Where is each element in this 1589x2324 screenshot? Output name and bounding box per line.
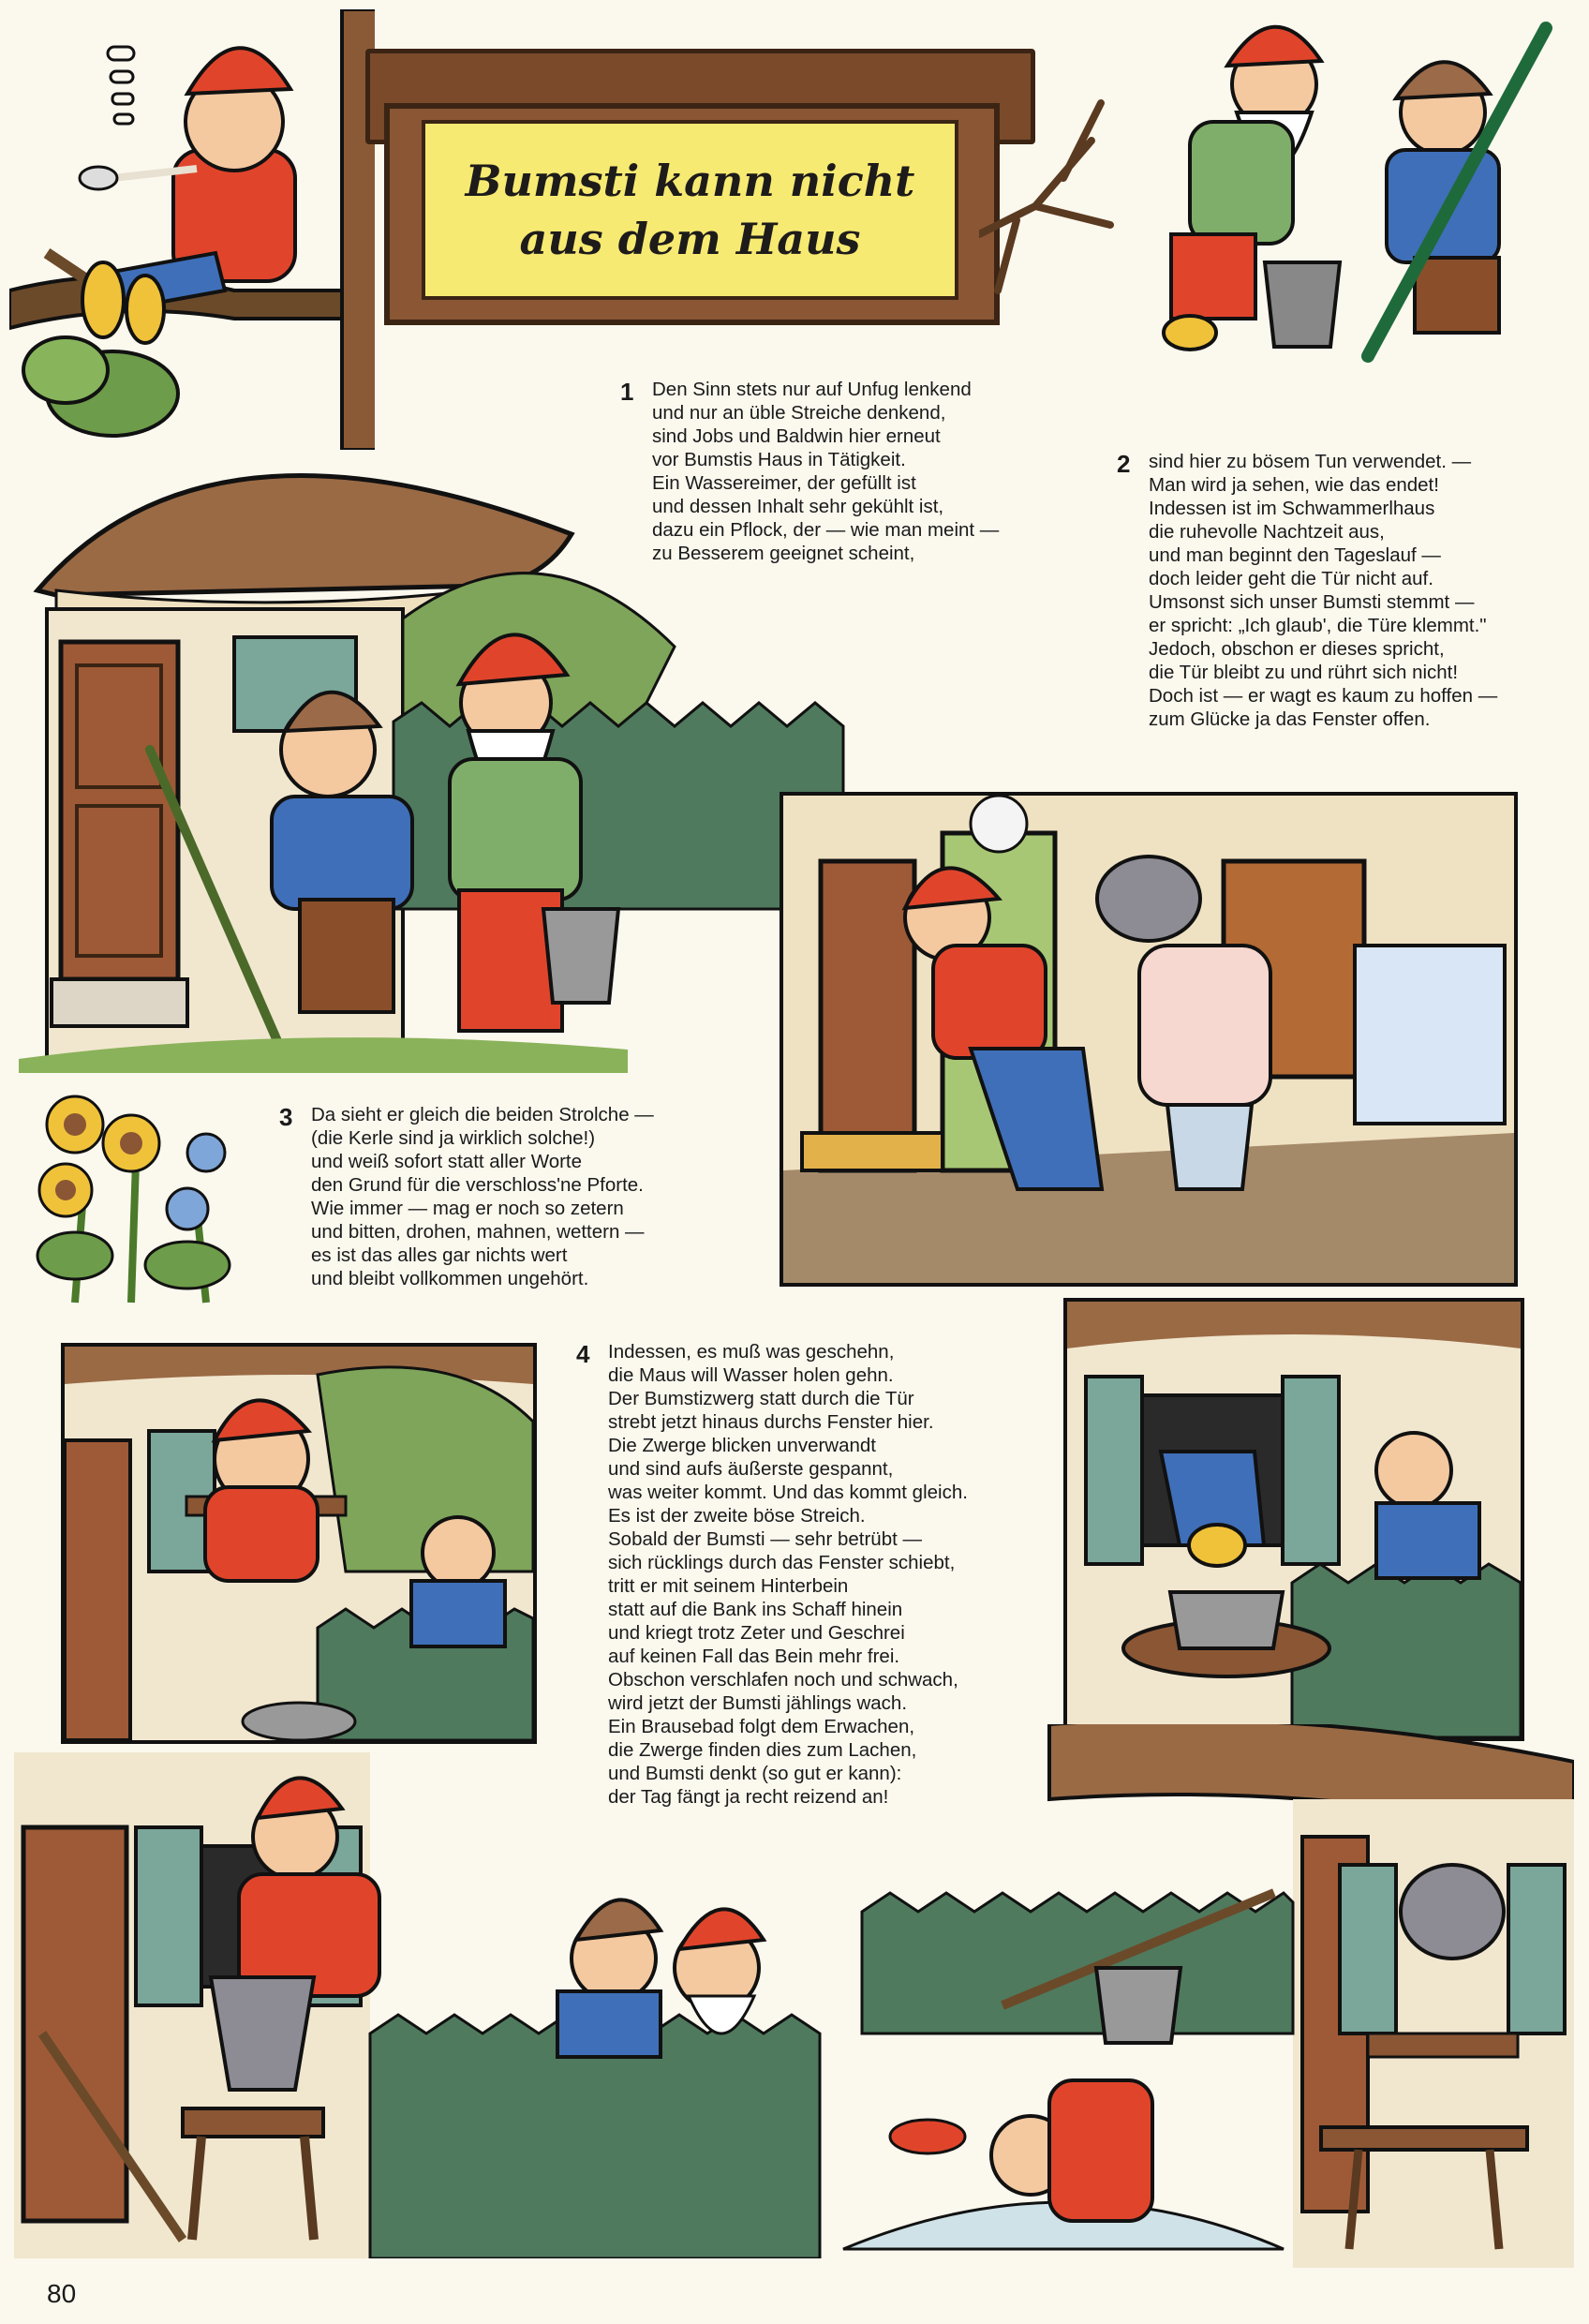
verse-line: Ein Wassereimer, der gefüllt ist [652,472,916,494]
illustration-bumsti-stuck-in-bucket [14,1752,829,2258]
verse-line: die ruhevolle Nachtzeit aus, [1149,521,1385,543]
verse-2 [1117,450,1497,731]
verse-line: Indessen, es muß was geschehn, [608,1341,895,1363]
verse-number: 1 [620,378,634,406]
verse-line: was weiter kommt. Und das kommt gleich. [608,1482,968,1503]
panel-bumsti-climbing-out [1063,1298,1524,1741]
verse-line: Da sieht er gleich die beiden Strolche — [311,1104,654,1125]
verse-line: sind hier zu bösem Tun verwendet. — [1149,451,1472,472]
verse-line: sich rücklings durch das Fenster schiebt, [608,1552,956,1573]
illustration-dwarfs-at-door [19,403,853,1073]
verse-line: Umsonst sich unser Bumsti stemmt — [1149,591,1475,613]
verse-line: zum Glücke ja das Fenster offen. [1149,708,1431,730]
verse-3 [279,1103,654,1290]
verse-line: der Tag fängt ja recht reizend an! [608,1786,889,1808]
verse-line: die Tür bleibt zu und rührt sich nicht! [1149,662,1459,683]
panel-bumsti-window-pointing [61,1343,537,1744]
verse-line: die Zwerge finden dies zum Lachen, [608,1739,917,1761]
verse-line: und Bumsti denkt (so gut er kann): [608,1763,902,1784]
verse-line: die Maus will Wasser holen gehn. [608,1364,894,1386]
verse-line: doch leider geht die Tür nicht auf. [1149,568,1433,589]
verse-line: und kriegt trotz Zeter und Geschrei [608,1622,905,1644]
verse-line: wird jetzt der Bumsti jählings wach. [608,1692,908,1714]
verse-line: Den Sinn stets nur auf Unfug lenkend [652,379,972,400]
verse-line: statt auf die Bank ins Schaff hinein [608,1599,903,1620]
panel-bumsti-pushing-door [780,792,1518,1287]
verse-line: sind Jobs und Baldwin hier erneut [652,425,941,447]
illustration-two-dwarfs-walking [1134,9,1574,370]
page-title: Bumsti kann nicht aus dem Haus [465,156,915,264]
verse-line: strebt jetzt hinaus durchs Fenster hier. [608,1411,934,1433]
verse-line: und dessen Inhalt sehr gekühlt ist, [652,496,944,517]
verse-line: Indessen ist im Schwammerlhaus [1149,498,1435,519]
verse-line: zu Besserem geeignet scheint, [652,543,915,564]
verse-line: Obschon verschlafen noch und schwach, [608,1669,958,1691]
verse-line: Man wird ja sehen, wie das endet! [1149,474,1439,496]
verse-line: Der Bumstizwerg statt durch die Tür [608,1388,914,1409]
title-sign [422,120,958,300]
verse-line: und bitten, drohen, mahnen, wettern — [311,1221,645,1243]
verse-line: (die Kerle sind ja wirklich solche!) [311,1127,596,1149]
verse-number: 4 [576,1340,590,1368]
illustration-bare-branch [979,84,1120,328]
verse-line: Ein Brausebad folgt dem Erwachen, [608,1716,915,1737]
verse-line: auf keinen Fall das Bein mehr frei. [608,1646,900,1667]
verse-line: tritt er mit seinem Hinterbein [608,1575,849,1597]
verse-line: Es ist der zweite böse Streich. [608,1505,866,1527]
verse-line: Die Zwerge blicken unverwandt [608,1435,876,1456]
verse-line: Doch ist — er wagt es kaum zu hoffen — [1149,685,1498,707]
illustration-flowers [19,1068,262,1312]
page-number: 80 [47,2279,77,2308]
verse-line: Wie immer — mag er noch so zetern [311,1198,624,1219]
verse-line: vor Bumstis Haus in Tätigkeit. [652,449,906,470]
verse-number: 3 [279,1103,293,1131]
illustration-dwarf-on-branch [9,9,375,450]
verse-line: er spricht: „Ich glaub', die Türe klemmt." [1149,615,1487,636]
verse-line: und nur an üble Streiche denkend, [652,402,946,424]
verse-line: den Grund für die verschloss'ne Pforte. [311,1174,644,1196]
verse-line: Sobald der Bumsti — sehr betrübt — [608,1528,922,1550]
verse-lines [279,1103,654,1290]
verse-lines [1117,450,1497,731]
verse-line: und bleibt vollkommen ungehört. [311,1268,589,1289]
verse-line: es ist das alles gar nichts wert [311,1244,568,1266]
illustration-bumsti-doused [834,1724,1574,2272]
verse-line: dazu ein Pflock, der — wie man meint — [652,519,1000,541]
verse-line: und man beginnt den Tageslauf — [1149,544,1441,566]
verse-line: und sind aufs äußerste gespannt, [608,1458,894,1480]
verse-line: Jedoch, obschon er dieses spricht, [1149,638,1445,660]
verse-line: und weiß sofort statt aller Worte [311,1151,583,1172]
verse-number: 2 [1117,450,1131,478]
